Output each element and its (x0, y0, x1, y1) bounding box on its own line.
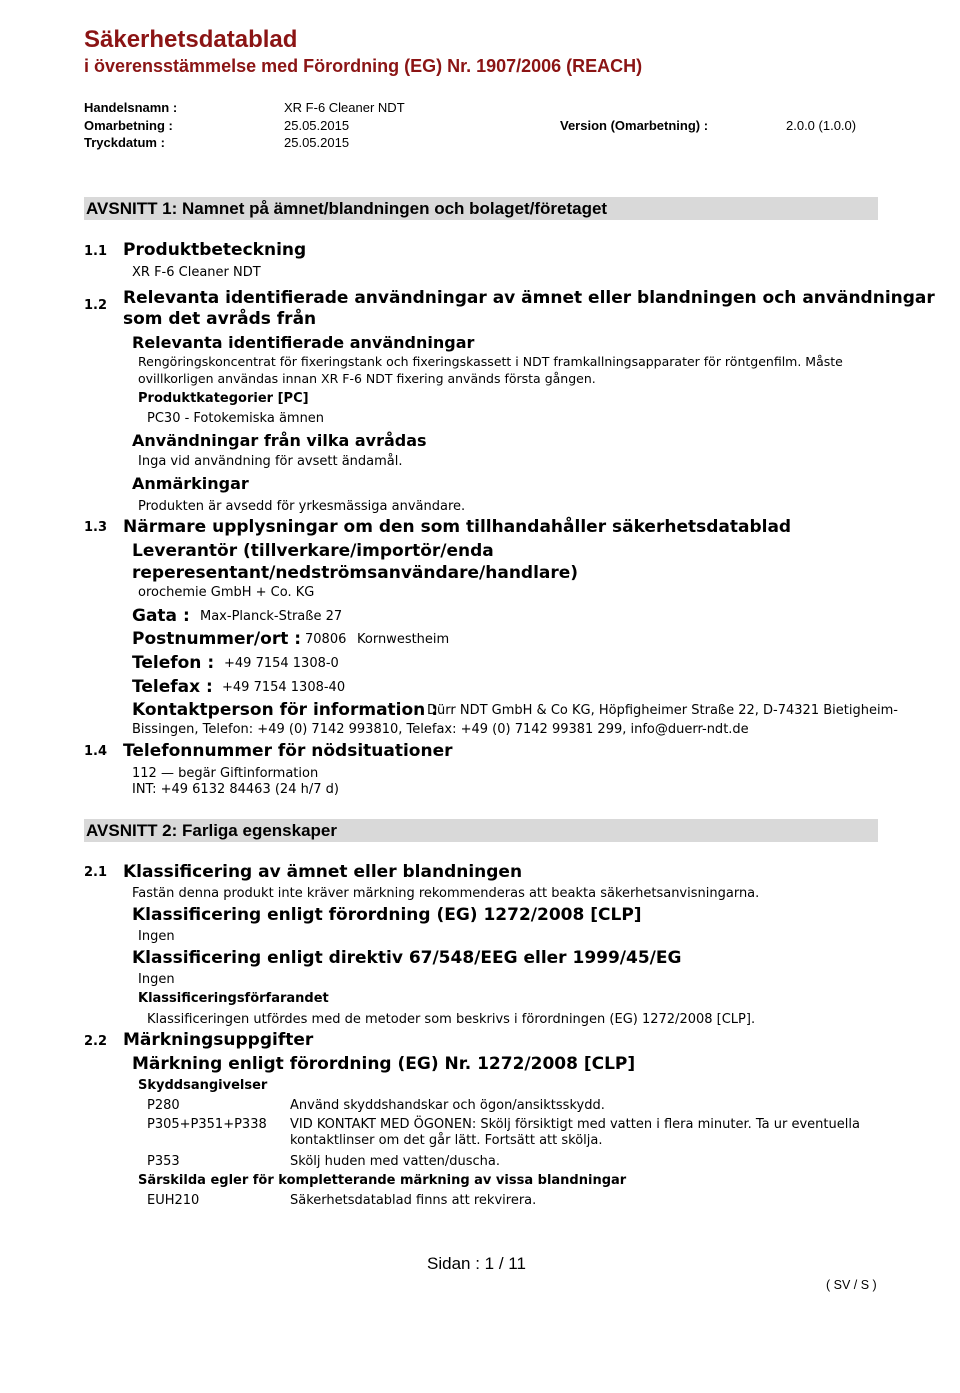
tryckdatum-label: Tryckdatum : (84, 135, 165, 150)
section-1-3-number: 1.3 (84, 520, 108, 535)
section-1-3-heading: Närmare upplysningar om den som tillhandahåller säkerhetsdatablad (123, 517, 792, 537)
supplier-heading-line1: Leverantör (tillverkare/importör/enda (132, 541, 494, 561)
section-1-4-number: 1.4 (84, 744, 108, 759)
directive-classification-value: Ingen (138, 972, 175, 987)
remarks-heading: Anmärkingar (132, 474, 249, 493)
section-2-2-number: 2.2 (84, 1034, 108, 1049)
p353-code: P353 (147, 1154, 180, 1169)
precautionary-statements-heading: Skyddsangivelser (138, 1078, 268, 1093)
emergency-number-1: 112 — begär Giftinformation (132, 766, 319, 781)
section-2-title: AVSNITT 2: Farliga egenskaper (84, 819, 878, 842)
supplier-heading-line2: reperesentant/nedströmsanvändare/handlare) (132, 563, 579, 583)
section-2-1-number: 2.1 (84, 865, 108, 880)
postal-label: Postnummer/ort : (132, 629, 302, 649)
product-category-value: PC30 - Fotokemiska ämnen (147, 411, 325, 426)
p305-text-line1: VID KONTAKT MED ÖGONEN: Skölj försiktigt med vatten i flera minuter. Ta ur eventuella (290, 1117, 860, 1132)
fax-label: Telefax : (132, 677, 213, 697)
language-code: ( SV / S ) (826, 1278, 877, 1292)
section-1-2-heading-line1: Relevanta identifierade användningar av ämnet eller blandningen och användningar (123, 288, 935, 308)
section-1-title: AVSNITT 1: Namnet på ämnet/blandningen och bolaget/företaget (84, 197, 878, 220)
contact-value-line1: Dürr NDT GmbH & Co KG, Höpfigheimer Straße 22, D-74321 Bietigheim- (427, 703, 898, 718)
handelsnamn-value: XR F-6 Cleaner NDT (284, 100, 405, 115)
product-identifier: XR F-6 Cleaner NDT (132, 265, 261, 280)
p280-code: P280 (147, 1098, 180, 1113)
omarbetning-value: 25.05.2015 (284, 118, 350, 133)
p280-text: Använd skyddshandskar och ögon/ansiktsskydd. (290, 1098, 605, 1113)
identified-uses-text-line1: Rengöringskoncentrat för fixeringstank och fixeringskassett i NDT framkallningsapparater för röntgenfilm. Måste (138, 354, 843, 369)
page-number: Sidan : 1 / 11 (427, 1254, 526, 1273)
p353-text: Skölj huden med vatten/duscha. (290, 1154, 500, 1169)
document-title: Säkerhetsdatablad (84, 26, 298, 53)
section-1-1-number: 1.1 (84, 244, 108, 259)
clp-classification-value: Ingen (138, 929, 175, 944)
euh210-text: Säkerhetsdatablad finns att rekvirera. (290, 1193, 537, 1208)
section-1-4-heading: Telefonnummer för nödsituationer (123, 741, 453, 761)
remarks-value: Produkten är avsedd för yrkesmässiga användare. (138, 499, 466, 514)
product-category-label: Produktkategorier [PC] (138, 391, 309, 406)
version-value: 2.0.0 (1.0.0) (786, 118, 857, 133)
section-2-1-heading: Klassificering av ämnet eller blandningen (123, 862, 523, 882)
emergency-number-2: INT: +49 6132 84463 (24 h/7 d) (132, 782, 339, 797)
identified-uses-text-line2: ovillkorligen användas innan XR F-6 NDT fixering används första gången. (138, 371, 596, 386)
postal-code: 70806 (305, 632, 347, 647)
classification-procedure-value: Klassificeringen utfördes med de metoder som beskrivs i förordningen (EG) 1272/2008 [CLP]. (147, 1012, 756, 1027)
fax-value: +49 7154 1308-40 (222, 680, 346, 695)
phone-value: +49 7154 1308-0 (224, 656, 339, 671)
clp-classification-heading: Klassificering enligt förordning (EG) 1272/2008 [CLP] (132, 905, 642, 925)
phone-label: Telefon : (132, 653, 215, 673)
company-name: orochemie GmbH + Co. KG (138, 585, 315, 600)
p305-text-line2: kontaktlinser om det går lätt. Fortsätt att skölja. (290, 1133, 603, 1148)
street-value: Max-Planck-Straße 27 (200, 609, 343, 624)
contact-value-line2: Bissingen, Telefon: +49 (0) 7142 993810, Telefax: +49 (0) 7142 99381 299, info@duerr-ndt.de (132, 722, 749, 737)
section-2-2-heading: Märkningsuppgifter (123, 1030, 314, 1050)
handelsnamn-label: Handelsnamn : (84, 100, 178, 115)
contact-label: Kontaktperson för information : (132, 700, 438, 720)
p305-code: P305+P351+P338 (147, 1117, 267, 1132)
omarbetning-label: Omarbetning : (84, 118, 173, 133)
classification-note: Fastän denna produkt inte kräver märkning rekommenderas att beakta säkerhetsanvisningarna. (132, 886, 760, 901)
identified-uses-heading: Relevanta identifierade användningar (132, 333, 475, 352)
euh210-code: EUH210 (147, 1193, 200, 1208)
tryckdatum-value: 25.05.2015 (284, 135, 350, 150)
special-rules-heading: Särskilda egler för kompletterande märkning av vissa blandningar (138, 1173, 627, 1188)
directive-classification-heading: Klassificering enligt direktiv 67/548/EEG eller 1999/45/EG (132, 948, 682, 968)
uses-advised-against-heading: Användningar från vilka avrådas (132, 431, 427, 450)
street-label: Gata : (132, 606, 190, 626)
section-1-1-heading: Produktbeteckning (123, 240, 307, 260)
uses-advised-against-value: Inga vid användning för avsett ändamål. (138, 454, 403, 469)
version-label: Version (Omarbetning) : (560, 118, 709, 133)
document-subtitle: i överensstämmelse med Förordning (EG) Nr. 1907/2006 (REACH) (84, 56, 643, 76)
classification-procedure-heading: Klassificeringsförfarandet (138, 991, 329, 1006)
section-1-2-heading-line2: som det avråds från (123, 309, 317, 329)
postal-city: Kornwestheim (357, 632, 450, 647)
labelling-heading: Märkning enligt förordning (EG) Nr. 1272/2008 [CLP] (132, 1054, 636, 1074)
section-1-2-number: 1.2 (84, 298, 108, 313)
